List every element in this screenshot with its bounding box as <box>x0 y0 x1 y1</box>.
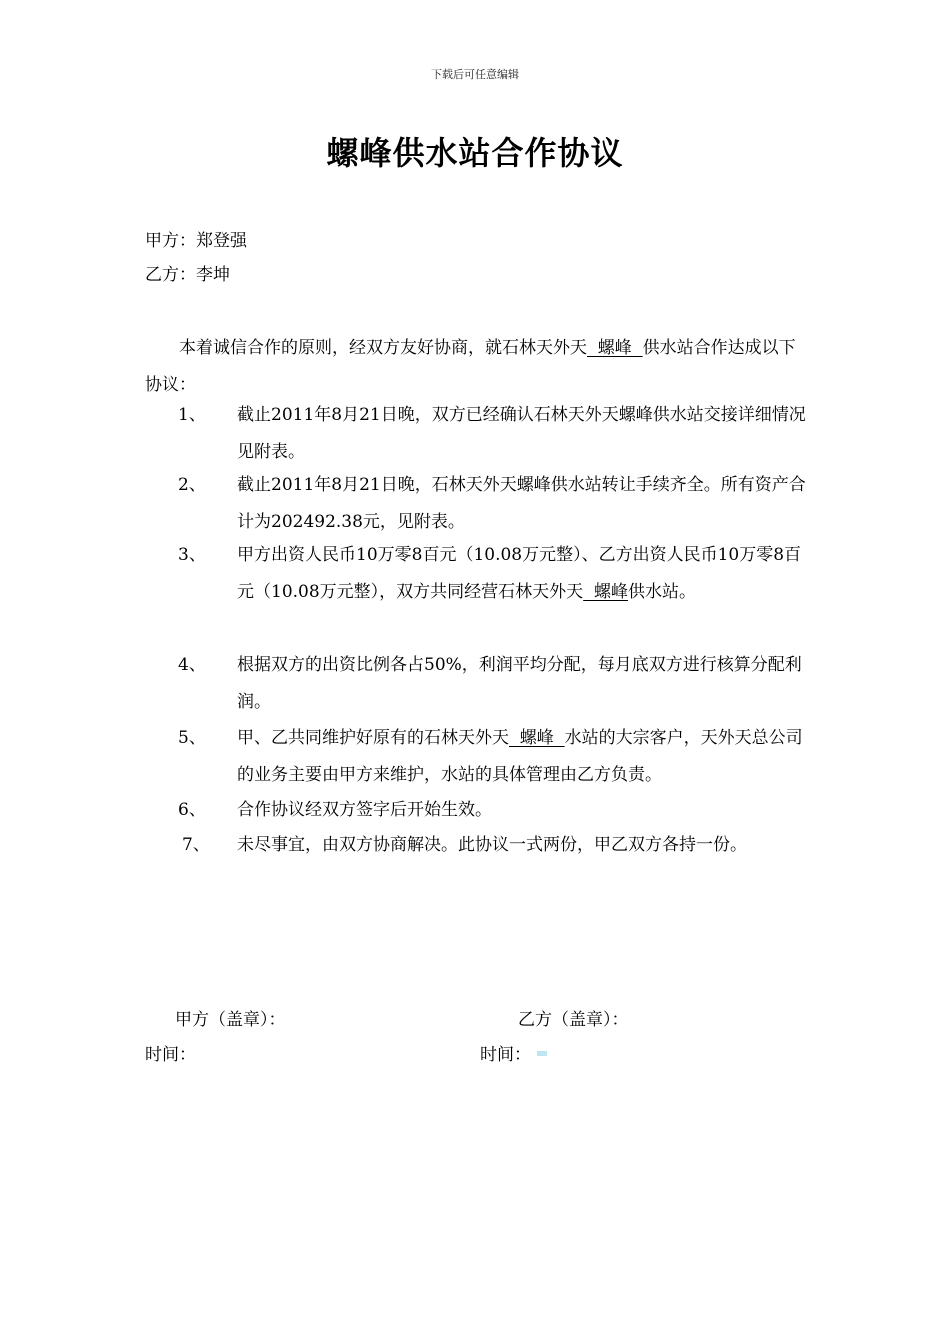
clause-item <box>178 647 810 721</box>
intro-text-1: 本着诚信合作的原则，经双方友好协商，就石林天外天 <box>179 338 587 358</box>
party-a-time-label: 时间： <box>145 1045 196 1065</box>
document-title: 螺峰供水站合作协议 <box>326 134 624 172</box>
clause-number: 4、 <box>178 655 206 675</box>
clause-number: 7、 <box>182 835 210 855</box>
intro-text-2: 供水站合作达成以下协议： <box>145 338 796 395</box>
clause-text: 根据双方的出资比例各占50%，利润平均分配，每月底双方进行核算分配利润。 <box>237 655 802 712</box>
clause-item <box>178 467 810 541</box>
clause-text: 截止2011年8月21日晚，双方已经确认石林天外天螺峰供水站交接详细情况见附表。 <box>237 405 806 462</box>
clause-number: 6、 <box>178 800 206 820</box>
clause-item <box>178 720 810 794</box>
party-b-time-label: 时间： <box>480 1045 531 1065</box>
clause-number: 1、 <box>178 405 206 425</box>
intro-blank: 螺峰 <box>587 338 643 358</box>
clause-item <box>178 792 810 829</box>
clause-text <box>237 537 810 611</box>
clause-blank: 螺峰 <box>583 582 628 602</box>
clause-text: 截止2011年8月21日晚，石林天外天螺峰供水站转让手续齐全。所有资产合计为202492.38元，见附表。 <box>237 475 806 532</box>
party-b-seal-label: 乙方（盖章）： <box>518 1010 629 1030</box>
clause-number: 5、 <box>178 728 206 748</box>
party-a-line: 甲方：郑登强 <box>145 231 247 251</box>
clause-text-a: 甲方出资人民币10万零8百元（10.08万元整）、乙方出资人民币10万零8百元（10.08万元整），双方共同经营石林天外天 <box>237 545 802 602</box>
clause-number: 3、 <box>178 545 206 565</box>
party-a-seal-label: 甲方（盖章）： <box>175 1010 286 1030</box>
clause-blank: 螺峰 <box>509 728 565 748</box>
clause-text <box>237 720 810 794</box>
party-b-line: 乙方：李坤 <box>145 265 230 285</box>
text-cursor-mark <box>537 1051 547 1056</box>
intro-paragraph <box>145 330 810 404</box>
clause-text-b: 供水站。 <box>627 582 696 602</box>
clause-item <box>178 827 810 864</box>
clause-text: 合作协议经双方签字后开始生效。 <box>237 800 492 820</box>
clause-number: 2、 <box>178 475 206 495</box>
clause-text-a: 甲、乙共同维护好原有的石林天外天 <box>237 728 509 748</box>
clause-item <box>178 537 810 611</box>
header-note: 下载后可任意编辑 <box>431 68 519 81</box>
clause-text: 未尽事宜，由双方协商解决。此协议一式两份，甲乙双方各持一份。 <box>237 835 747 855</box>
clause-text-b: 水站的大宗客户，天外天总公司的业务主要由甲方来维护，水站的具体管理由乙方负责。 <box>237 728 803 785</box>
clause-item <box>178 397 810 471</box>
